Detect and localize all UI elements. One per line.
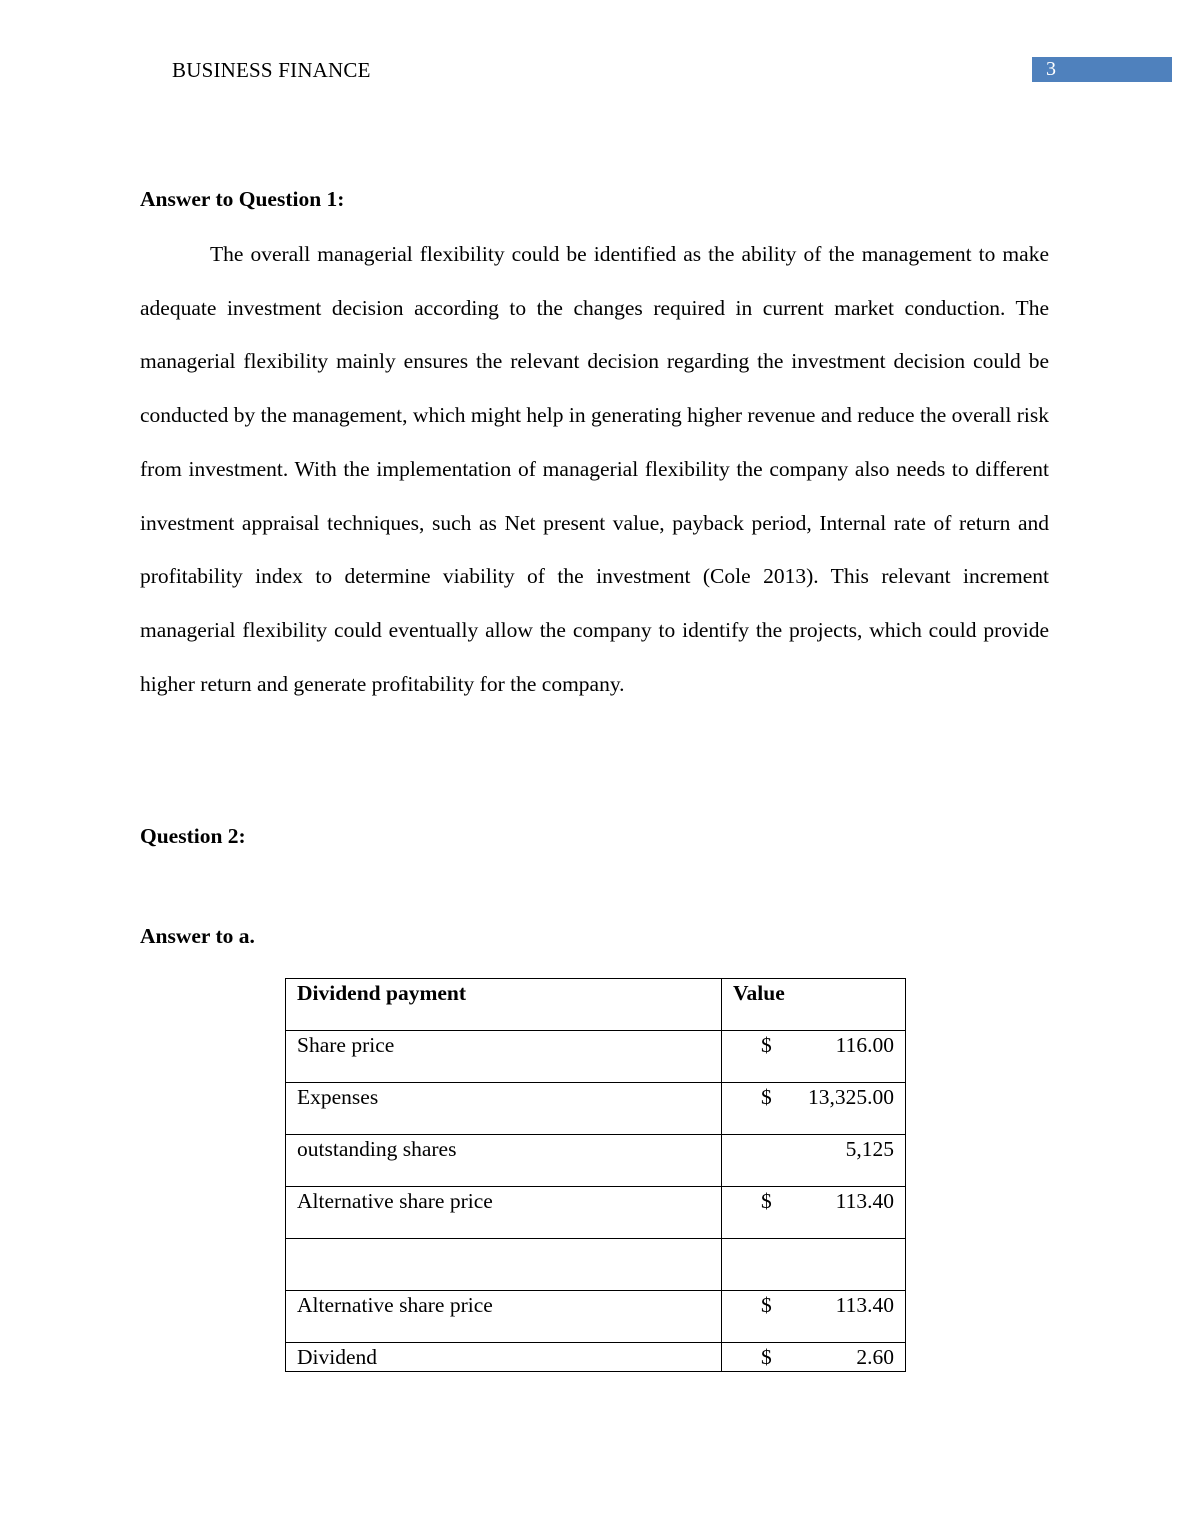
dividend-table — [285, 978, 906, 1372]
currency-symbol: $ — [761, 1345, 772, 1369]
row-value-cell — [722, 1291, 906, 1343]
row-value-cell — [722, 1187, 906, 1239]
row-value: 5,125 — [845, 1137, 894, 1161]
table-row — [286, 1239, 906, 1291]
row-label: Share price — [286, 1031, 722, 1083]
row-label — [286, 1239, 722, 1291]
row-value-cell — [722, 1135, 906, 1187]
row-value-cell — [722, 1031, 906, 1083]
row-label: Dividend — [286, 1343, 722, 1372]
currency-symbol: $ — [761, 1293, 772, 1317]
row-value-cell — [722, 1239, 906, 1291]
answer-a-heading: Answer to a. — [140, 924, 255, 948]
row-value: 13,325.00 — [808, 1085, 894, 1109]
currency-symbol: $ — [761, 1033, 772, 1057]
row-value: 113.40 — [835, 1189, 894, 1213]
currency-symbol — [733, 1137, 761, 1162]
table-header-row — [286, 979, 906, 1031]
header-cell: Dividend payment — [286, 979, 722, 1031]
row-value: 116.00 — [835, 1033, 894, 1057]
row-value: 113.40 — [835, 1293, 894, 1317]
row-value: 2.60 — [856, 1345, 894, 1369]
question-2-heading: Question 2: — [140, 824, 246, 848]
row-value-cell — [722, 1343, 906, 1372]
answer-1-paragraph: The overall managerial flexibility could be identified as the ability of the management to make adequate investment decision according to the changes required in current market conduction. The managerial flexibility mainly ensures the relevant decision regarding the investment decision could be conducted by the management, which might help in generating higher revenue and reduce the overall risk from investment. With the implementation of managerial flexibility the company also needs to different investment appraisal techniques, such as Net present value, payback period, Internal rate of return and profitability index to determine viability of the investment (Cole 2013). This relevant increment managerial flexibility could eventually allow the company to identify the projects, which could provide higher return and generate profitability for the company. — [140, 242, 1049, 696]
page-number: 3 — [1046, 58, 1056, 80]
row-label: outstanding shares — [286, 1135, 722, 1187]
table-row — [286, 1187, 906, 1239]
page-number-box — [1032, 57, 1172, 82]
row-label: Alternative share price — [286, 1291, 722, 1343]
answer-1-heading: Answer to Question 1: — [140, 187, 345, 211]
row-value-cell — [722, 1083, 906, 1135]
header-cell: Value — [722, 979, 906, 1031]
table-row — [286, 1083, 906, 1135]
table-row — [286, 1031, 906, 1083]
currency-symbol: $ — [761, 1189, 772, 1213]
running-header-title: BUSINESS FINANCE — [172, 58, 371, 82]
row-label: Expenses — [286, 1083, 722, 1135]
table-row — [286, 1343, 906, 1372]
row-label: Alternative share price — [286, 1187, 722, 1239]
table-row — [286, 1291, 906, 1343]
table-row — [286, 1135, 906, 1187]
currency-symbol: $ — [761, 1085, 772, 1109]
